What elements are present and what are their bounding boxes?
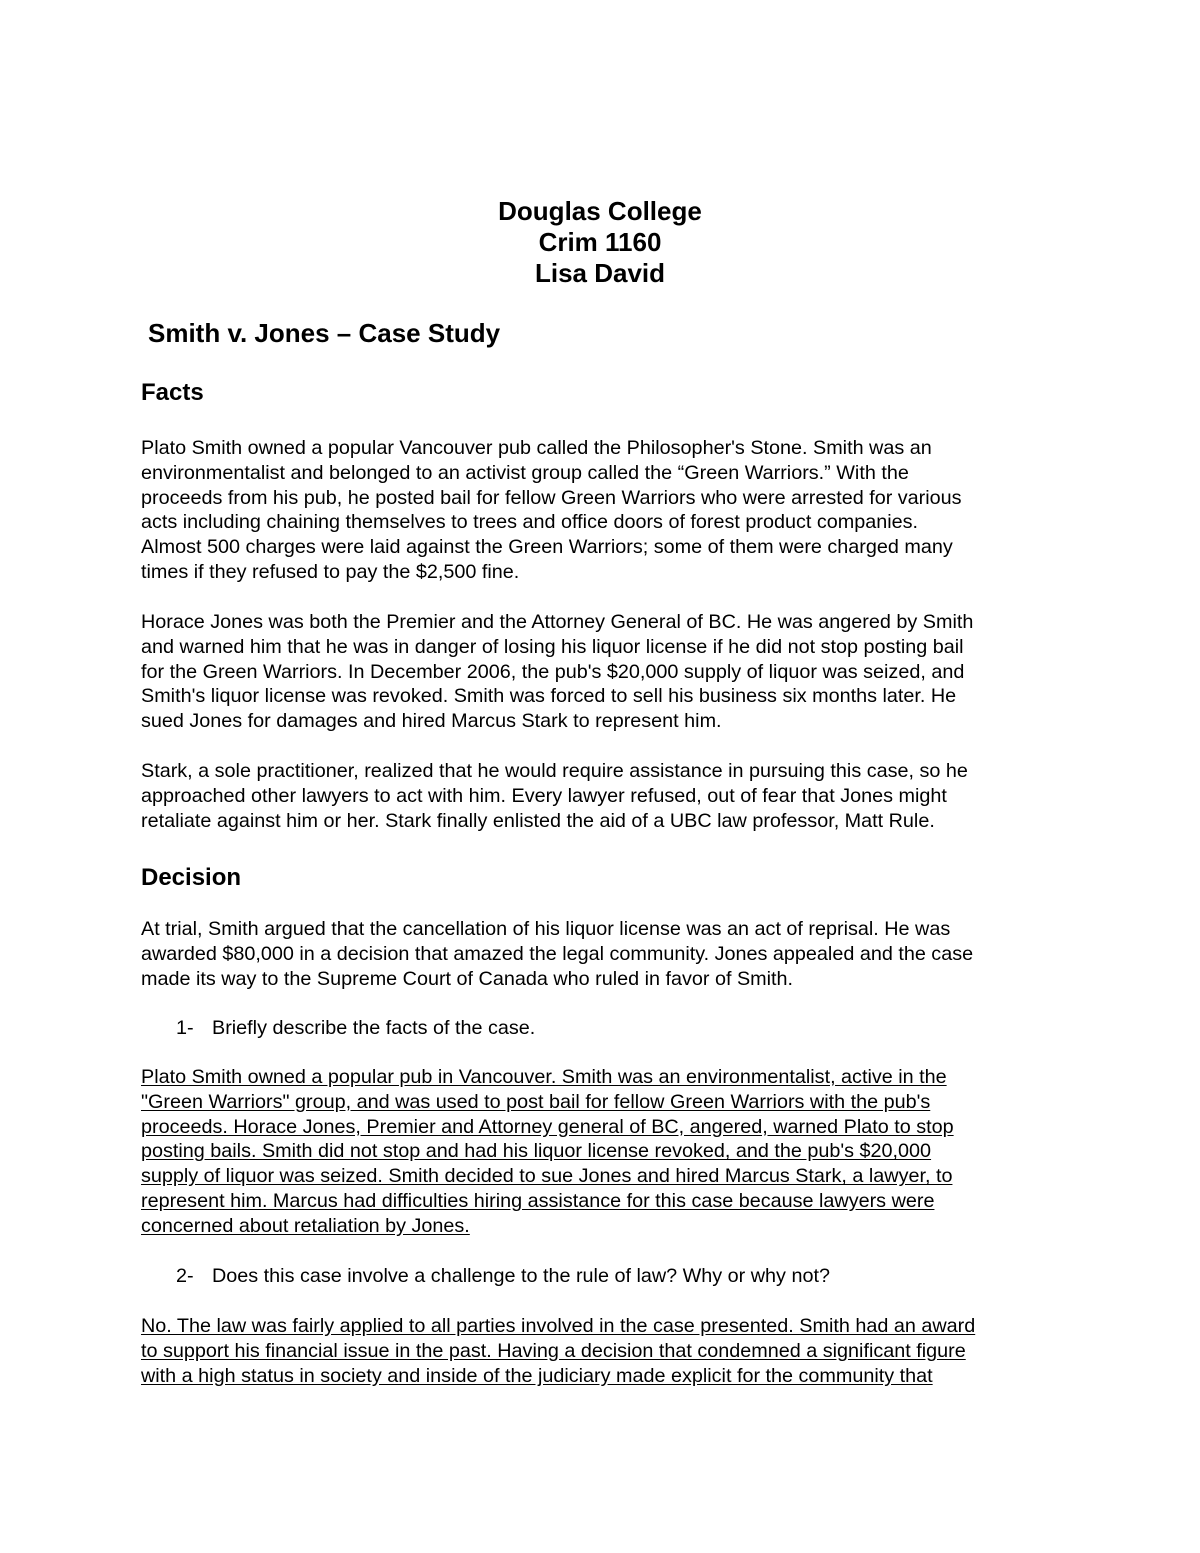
text-line: and warned him that he was in danger of losing his liquor license if he did not stop posting bail (141, 635, 964, 658)
author-name: Lisa David (534, 258, 666, 288)
facts-paragraph-1 (141, 436, 1071, 585)
answer-line: "Green Warriors" group, and was used to post bail for fellow Green Warriors with the pub's (141, 1090, 931, 1113)
answer-line: supply of liquor was seized. Smith decided to sue Jones and hired Marcus Stark, a lawyer, to (141, 1165, 953, 1188)
answer-line: posting bails. Smith did not stop and had his liquor license revoked, and the pub's $20,000 (141, 1140, 932, 1163)
question-text: Briefly describe the facts of the case. (212, 1017, 536, 1039)
text-line: retaliate against him or her. Stark finally enlisted the aid of a UBC law professor, Matt Rule. (141, 809, 935, 832)
answer-line: concerned about retaliation by Jones. (141, 1214, 470, 1237)
question-number: 2- (176, 1265, 194, 1287)
question-text: Does this case involve a challenge to the rule of law? Why or why not? (212, 1265, 830, 1287)
text-line: Almost 500 charges were laid against the Green Warriors; some of them were charged many (141, 536, 953, 559)
text-line: made its way to the Supreme Court of Canada who ruled in favor of Smith. (141, 967, 794, 990)
text-line: approached other lawyers to act with him. Every lawyer refused, out of fear that Jones might (141, 784, 947, 807)
answer-1 (141, 1065, 1071, 1239)
text-line: environmentalist and belonged to an activist group called the “Green Warriors.” With the (141, 461, 909, 484)
course-code: Crim 1160 (538, 227, 662, 257)
document-header (0, 196, 1200, 289)
text-line: At trial, Smith argued that the cancellation of his liquor license was an act of reprisal. He was (141, 918, 951, 940)
text-line: proceeds from his pub, he posted bail for fellow Green Warriors who were arrested for various (141, 486, 962, 509)
facts-paragraph-3 (141, 759, 1071, 833)
text-line: times if they refused to pay the $2,500 fine. (141, 560, 520, 583)
text-line: sued Jones for damages and hired Marcus Stark to represent him. (141, 710, 722, 733)
text-line: acts including chaining themselves to trees and office doors of forest product companies. (141, 511, 919, 534)
answer-line: represent him. Marcus had difficulties hiring assistance for this case because lawyers were (141, 1189, 935, 1212)
question-1 (176, 1016, 535, 1041)
answer-line: No. The law was fairly applied to all parties involved in the case presented. Smith had an award (141, 1315, 976, 1337)
answer-line: with a high status in society and inside of the judiciary made explicit for the community that (141, 1364, 933, 1387)
answer-line: proceeds. Horace Jones, Premier and Attorney general of BC, angered, warned Plato to stop (141, 1115, 954, 1138)
institution-name: Douglas College (498, 196, 702, 226)
question-number: 1- (176, 1017, 194, 1039)
decision-paragraph (141, 917, 1071, 991)
text-line: Horace Jones was both the Premier and the Attorney General of BC. He was angered by Smith (141, 611, 974, 633)
text-line: for the Green Warriors. In December 2006, the pub's $20,000 supply of liquor was seized, and (141, 660, 965, 683)
answer-2 (141, 1314, 1071, 1388)
case-title: Smith v. Jones – Case Study (148, 318, 501, 348)
text-line: Stark, a sole practitioner, realized that he would require assistance in pursuing this case, so he (141, 760, 968, 782)
answer-line: Plato Smith owned a popular pub in Vancouver. Smith was an environmentalist, active in the (141, 1066, 947, 1088)
text-line: Plato Smith owned a popular Vancouver pub called the Philosopher's Stone. Smith was an (141, 437, 932, 459)
decision-heading: Decision (141, 864, 242, 891)
text-line: awarded $80,000 in a decision that amazed the legal community. Jones appealed and the case (141, 942, 974, 965)
question-2 (176, 1264, 830, 1289)
facts-heading: Facts (141, 379, 204, 406)
text-line: Smith's liquor license was revoked. Smith was forced to sell his business six months later. He (141, 685, 957, 708)
facts-paragraph-2 (141, 610, 1071, 734)
answer-line: to support his financial issue in the past. Having a decision that condemned a significant figure (141, 1339, 966, 1362)
